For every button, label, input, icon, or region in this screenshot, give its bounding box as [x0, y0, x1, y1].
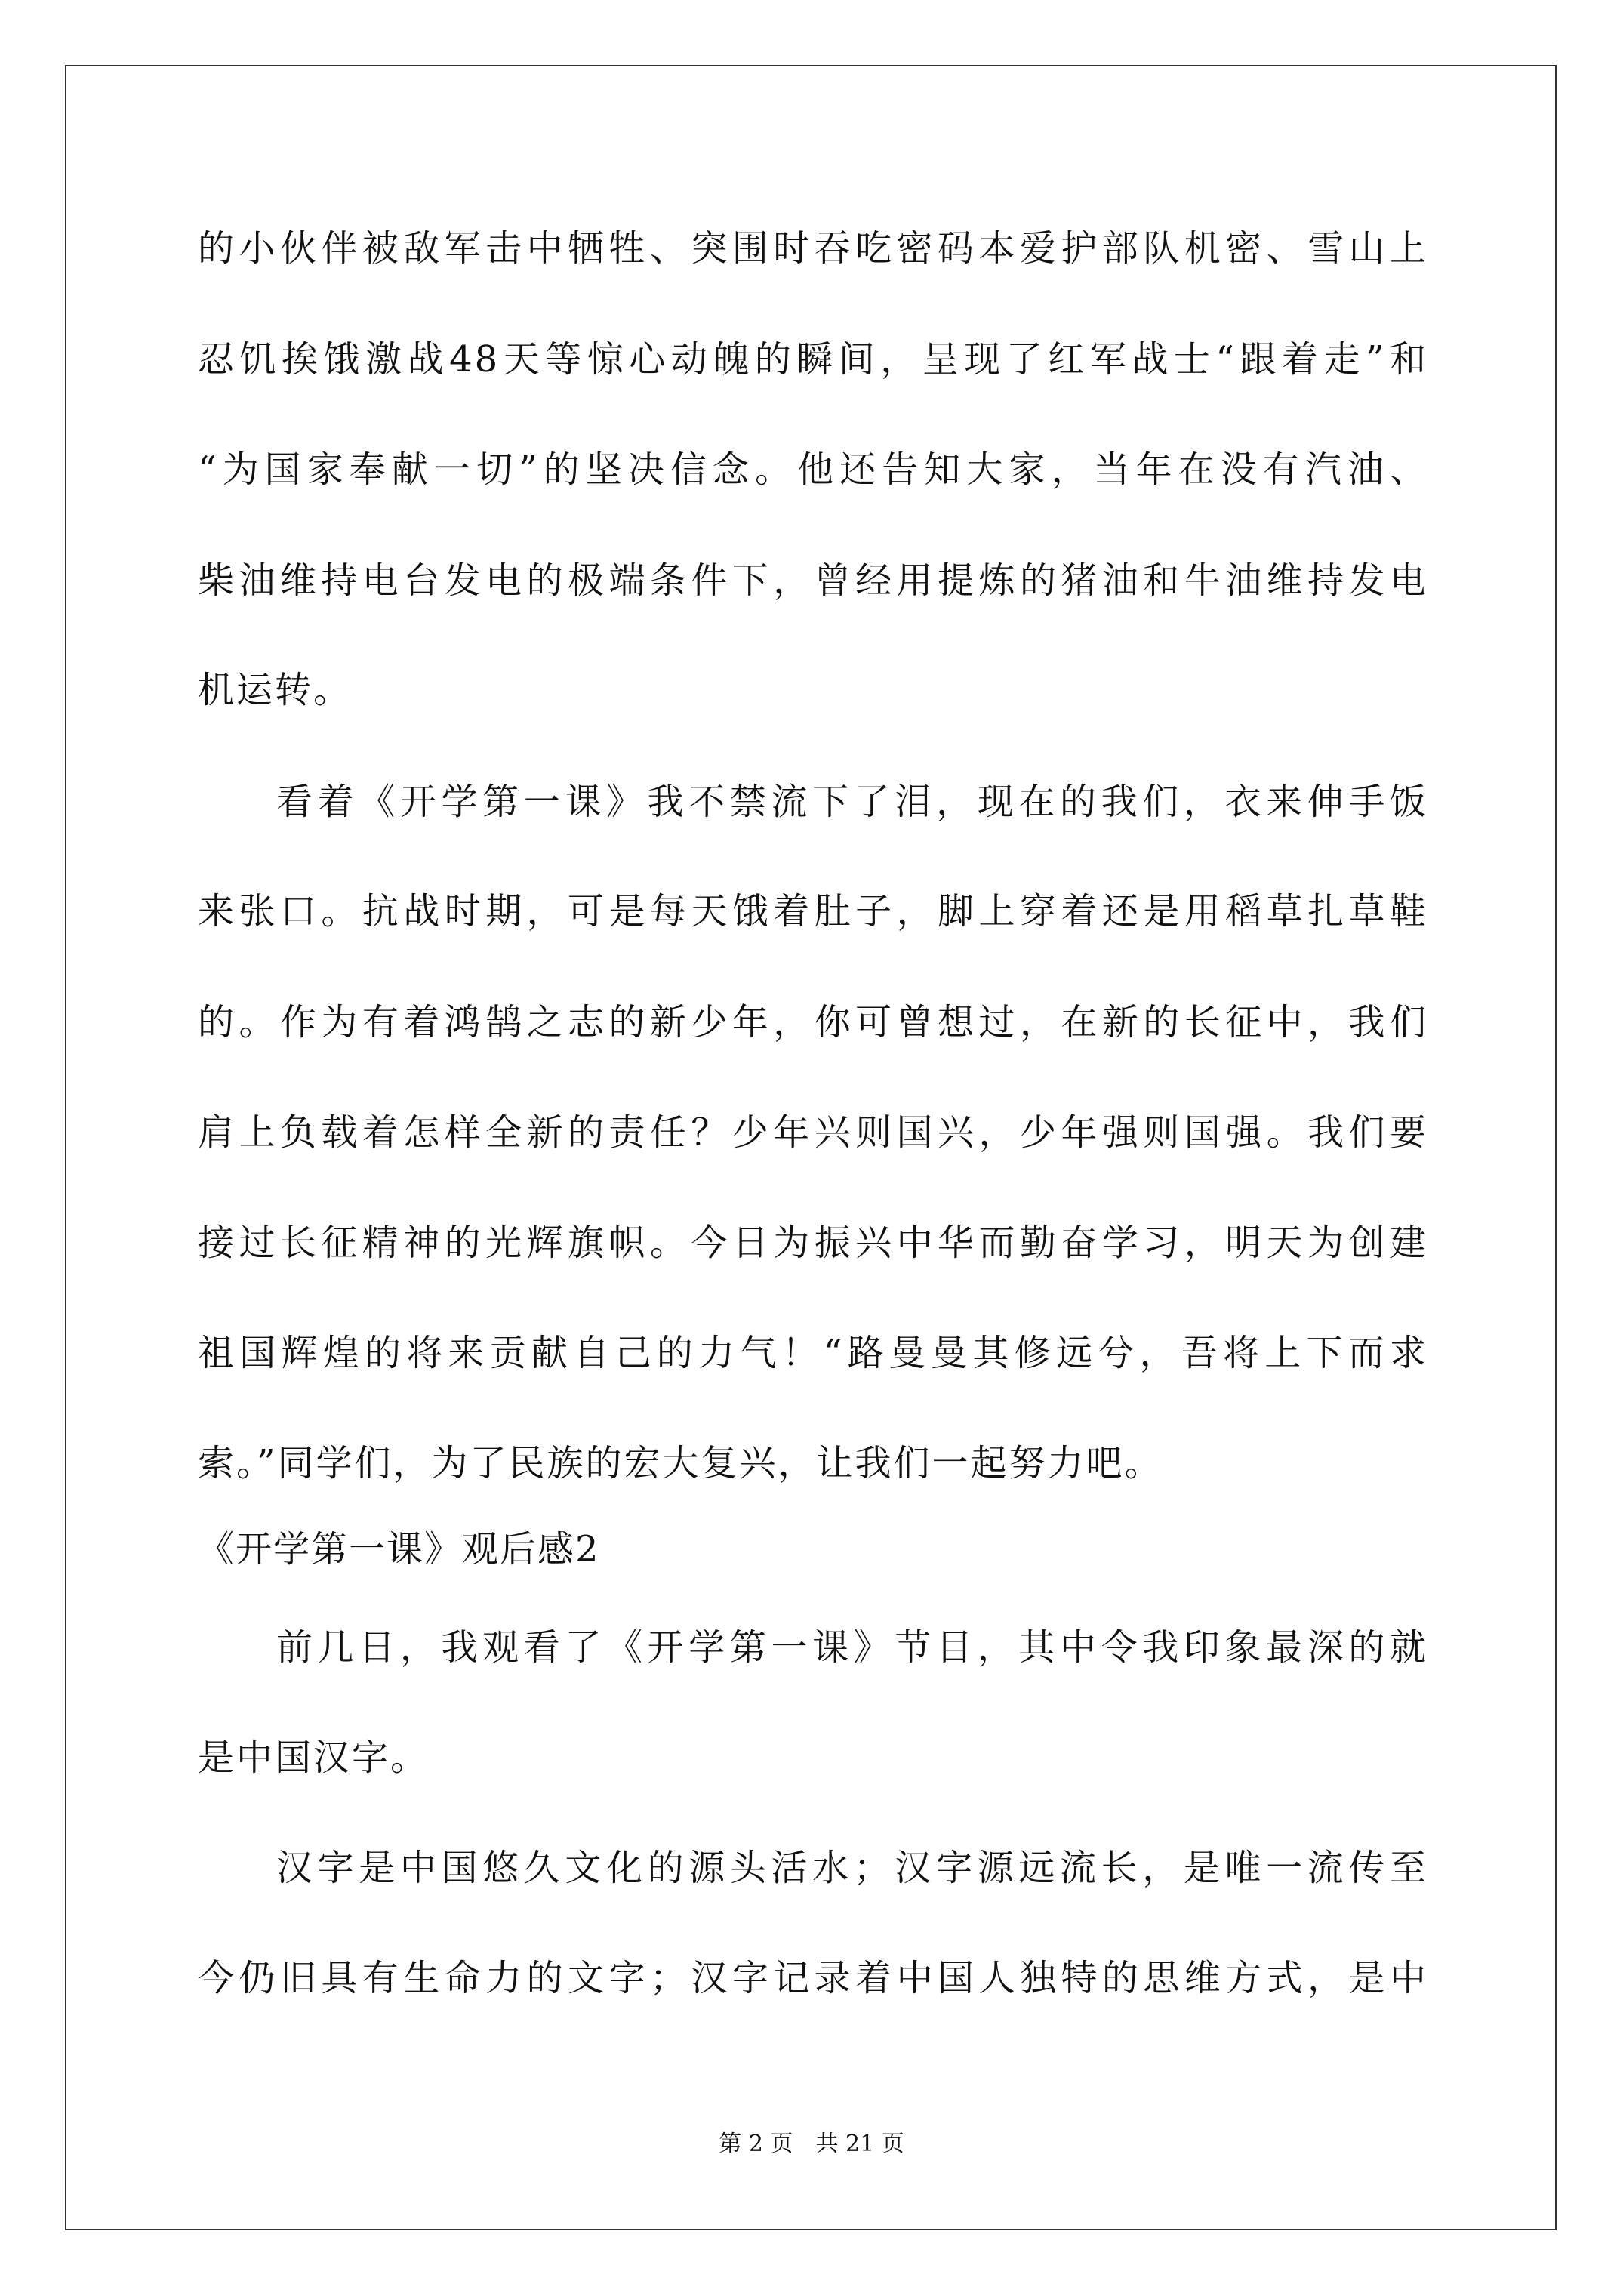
text-line: 是中国汉字。	[198, 1737, 430, 1779]
text-line: 的。作为有着鸿鹄之志的新少年，你可曾想过，在新的长征中，我们	[198, 1001, 1428, 1043]
text-line: 柴油维持电台发电的极端条件下，曾经用提炼的猪油和牛油维持发电	[198, 559, 1428, 602]
paragraph-first-line: 看着《开学第一课》我不禁流下了泪，现在的我们，衣来伸手饭	[276, 781, 1428, 823]
text-line: 肩上负载着怎样全新的责任？少年兴则国兴，少年强则国强。我们要	[198, 1111, 1428, 1154]
text-line: “为国家奉献一切”的坚决信念。他还告知大家，当年在没有汽油、	[198, 448, 1428, 491]
text-line: 机运转。	[198, 669, 353, 711]
page-number-footer: 第 2 页 共 21 页	[719, 2131, 904, 2157]
text-line: 今仍旧具有生命力的文字；汉字记录着中国人独特的思维方式，是中	[198, 1957, 1428, 1999]
text-line: 祖国辉煌的将来贡献自己的力气！“路曼曼其修远兮，吾将上下而求	[198, 1332, 1428, 1374]
paragraph-first-line: 汉字是中国悠久文化的源头活水；汉字源远流长，是唯一流传至	[276, 1847, 1428, 1889]
text-line: 接过长征精神的光辉旗帜。今日为振兴中华而勤奋学习，明天为创建	[198, 1222, 1428, 1264]
text-line: 来张口。抗战时期，可是每天饿着肚子，脚上穿着还是用稻草扎草鞋	[198, 890, 1428, 932]
text-line: 索。”同学们，为了民族的宏大复兴，让我们一起努力吧。	[198, 1442, 1163, 1484]
section-heading: 《开学第一课》观后感2	[198, 1528, 600, 1570]
paragraph-first-line: 前几日，我观看了《开学第一课》节目，其中令我印象最深的就	[276, 1626, 1428, 1669]
text-line: 忍饥挨饿激战48天等惊心动魄的瞬间，呈现了红军战士“跟着走”和	[198, 338, 1428, 381]
text-line: 的小伙伴被敌军击中牺牲、突围时吞吃密码本爱护部队机密、雪山上	[198, 227, 1428, 270]
